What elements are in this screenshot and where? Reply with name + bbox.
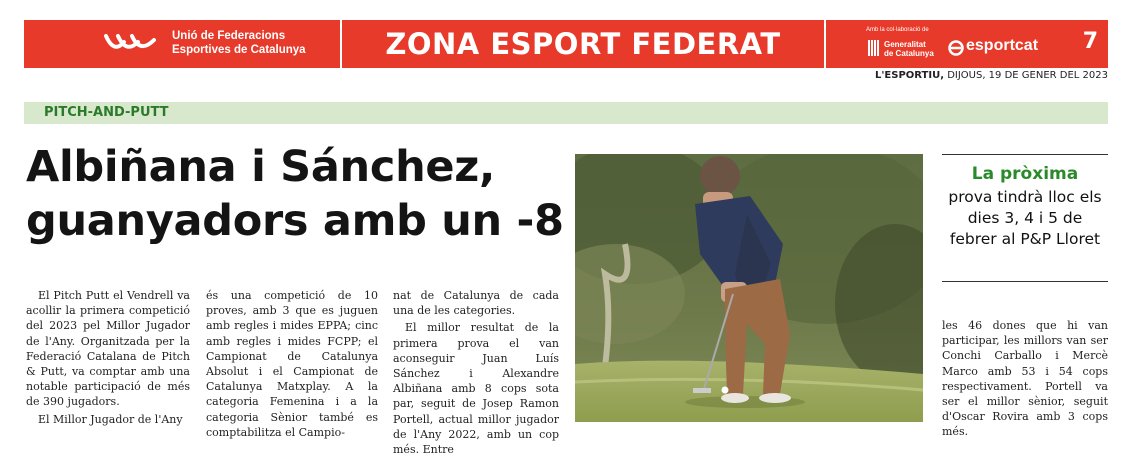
section-header [340,20,826,68]
federation-name [172,29,306,57]
generalitat-logo-icon [868,40,880,56]
article-column-4 [942,318,1108,440]
section-bar [24,102,1108,124]
ufec-logo-icon [104,32,162,56]
generalitat-name [884,40,934,58]
golfer-photo [575,154,923,422]
header-title: ZONA ESPORT FEDERAT [385,27,781,61]
paper-name: L'ESPORTIU, [874,70,944,81]
article-column-3 [393,288,559,457]
paragraph: El Millor Jugador de l'Any [38,412,183,426]
sidebar-kicker: La pròxima [971,164,1079,184]
page-header [24,20,1108,68]
dateline [875,70,1108,81]
section-label: PITCH-AND-PUTT [44,105,169,120]
sidebar-body: prova tindrà lloc els dies 3, 4 i 5 de febrer al P&P Lloret [948,188,1102,248]
page-number: 7 [1082,29,1098,54]
esportcat-logo-icon [948,40,964,56]
generalitat-line-2: de Catalunya [884,49,934,58]
article-column-2 [206,288,378,440]
publication-date: DIJOUS, 19 DE GENER DEL 2023 [947,70,1108,81]
paragraph: nat de Catalunya de cada una de les categories. [393,289,559,318]
paragraph: El millor resultat de la primera prova el van aconseguir Juan Luís Sánchez i Alexandre Albiñana amb 8 cops sota par, seguit de Josep Ramon Portell, actual millor jugador de l'Any 2022, amb un cop més. Entre [393,321,559,457]
federation-line-1: Unió de Federacions [172,30,286,42]
paragraph: les 46 dones que hi van participar, les millors van ser Conchi Carballo i Mercè Marco amb 53 i 54 cops respectivament. Portell va ser el millor sènior, seguit d'Oscar Rovira amb 3 cops més. [942,319,1108,439]
paragraph: és una competició de 10 proves, amb 3 que es juguen amb regles i mides EPPA; cinc amb regles i mides FCPP; el Campionat de Catalunya Absolut i el Campionat de Catalunya Matxplay. A la categoria Femenina i a la categoria Sènior també es comptabilitza el Campio- [206,289,378,439]
federation-brand [24,20,338,68]
generalitat-line-1: Generalitat [884,40,926,49]
article-headline: Albiñana i Sánchez, guanyadors amb un -8 [26,142,564,246]
paragraph: El Pitch Putt el Vendrell va acollir la primera competició del 2023 pel Millor Jugador de l'Any. Organitzada per la Federació Catalana de Pitch & Putt, va comptar amb una notable participació de més de 390 jugadors. [26,289,190,409]
collab-text: Amb la col·laboració de [866,27,929,33]
sponsor-block [828,20,1108,68]
golfer-photo-image [575,154,923,422]
next-event-box [942,154,1108,282]
article-column-1 [26,288,190,427]
federation-line-2: Esportives de Catalunya [172,44,306,56]
esportcat-wordmark: esportcat [966,37,1039,54]
